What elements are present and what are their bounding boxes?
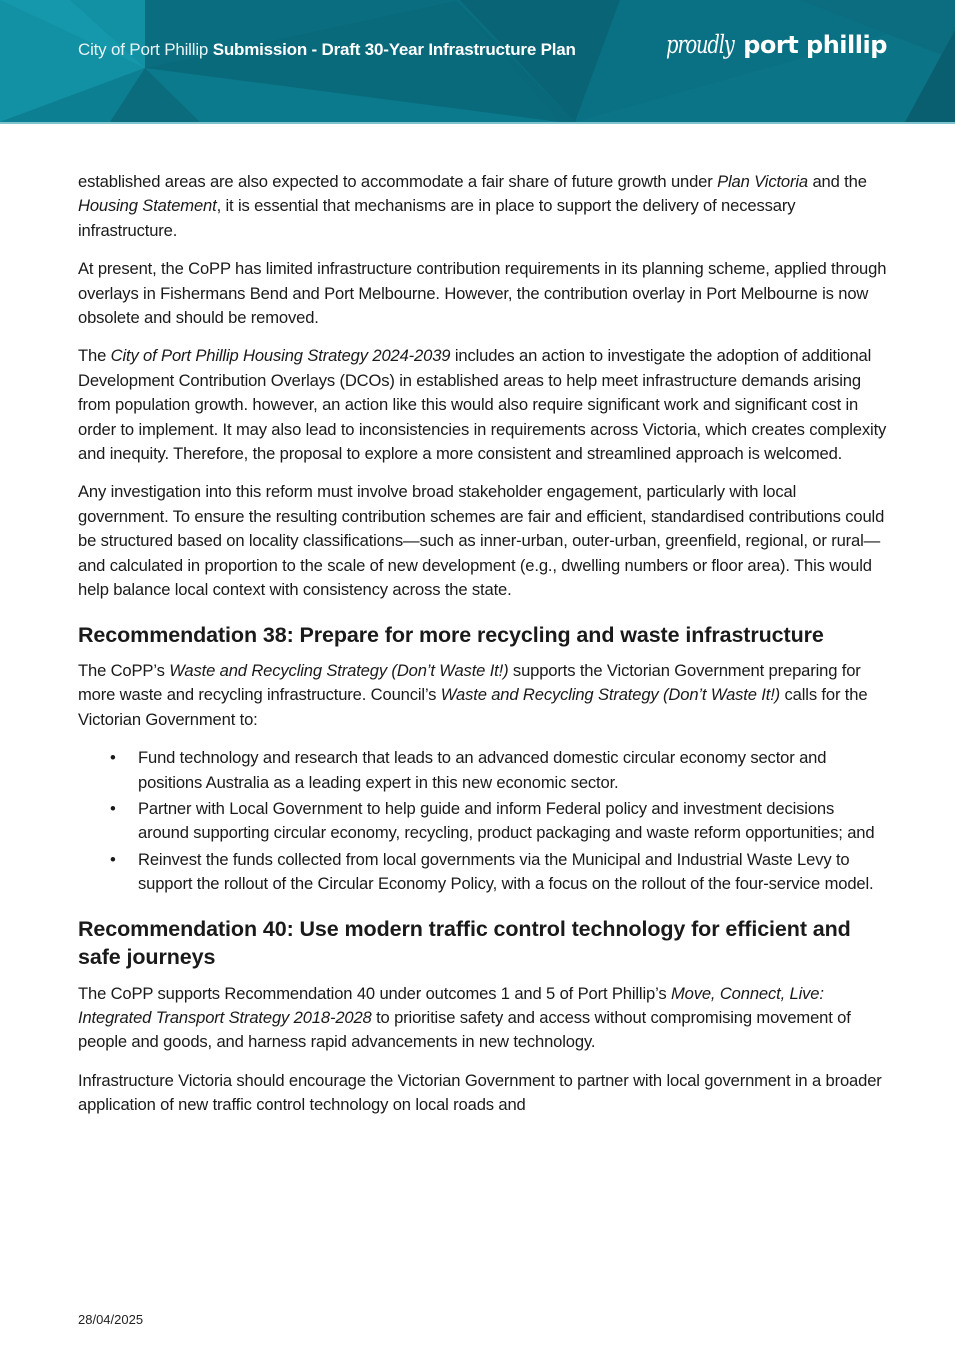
text-run: to prioritise safety and access without compromising movement of people and goods, and harness rapid advancements in new technology. [78, 1008, 851, 1052]
text-run: , it is essential that mechanisms are in place to support the delivery of necessary infrastructure. [78, 196, 796, 240]
bullet-icon: • [110, 849, 116, 869]
paragraph-stakeholder-engagement: Any investigation into this reform must involve broad stakeholder engagement, particularly with local government. To ensure the resulting contribution schemes are fair and efficient, standardised contributions could be structured based on locality classifications—such as inner-urban, outer-urban, greenfield, regional, or rural—and calculated in proportion to the scale of new development (e.g., dwelling numbers or floor area). This would help balance local context with consistency across the state. [78, 482, 885, 600]
text-run: established areas are also expected to accommodate a fair share of future growth under [78, 172, 718, 191]
paragraph-housing-strategy [78, 344, 888, 466]
list-item [78, 797, 888, 846]
paragraph-waste-strategy [78, 659, 888, 732]
heading-recommendation-38: Recommendation 38: Prepare for more recycling and waste infrastructure [78, 622, 824, 647]
text-run: supports the Victorian Government preparing for more waste and recycling infrastructure. Council’s [78, 661, 861, 705]
bullet-icon: • [110, 748, 116, 768]
document-title-organisation: City of Port Phillip [78, 40, 213, 59]
paragraph-contribution-requirements: At present, the CoPP has limited infrastructure contribution requirements in its planning scheme, applied through overlays in Fishermans Bend and Port Melbourne. However, the contribution overlay in Port Melbourne is now obsolete and should be removed. [78, 259, 887, 328]
italic-title-housing-statement: Housing Statement [78, 196, 217, 216]
text-run: The CoPP supports Recommendation 40 under outcomes 1 and 5 of Port Phillip’s [78, 983, 671, 1003]
document-title-main: Submission - Draft 30-Year Infrastructure Plan [212, 40, 576, 59]
text-run: calls for the Victorian Government to: [78, 685, 868, 729]
list-item-text: Reinvest the funds collected from local governments via the Municipal and Industrial Waste Levy to support the rollout of the Circular Economy Policy, with a focus on the rollout of the four-service model. [138, 849, 874, 894]
recommendation-38-list [78, 746, 888, 896]
list-item [78, 848, 888, 897]
italic-title-transport-strategy: Move, Connect, Live: Integrated Transport Strategy 2018-2028 [78, 983, 824, 1028]
italic-title-housing-strategy: City of Port Phillip Housing Strategy 2024-2039 [110, 346, 451, 366]
logo-wordmark: port phillip [743, 31, 887, 59]
footer-date: 28/04/2025 [78, 1312, 144, 1327]
text-run: and the [808, 172, 867, 191]
text-run: The [78, 346, 111, 366]
paragraph-growth-infrastructure [78, 170, 888, 243]
document-body [78, 170, 888, 1132]
text-run: The CoPP’s [78, 661, 170, 680]
proudly-port-phillip-logo [666, 30, 887, 59]
header-divider [0, 122, 955, 124]
heading-recommendation-40: Recommendation 40: Use modern traffic control technology for efficient and safe journeys [78, 916, 851, 970]
italic-title-waste-strategy: Waste and Recycling Strategy (Don’t Waste It!) [169, 661, 509, 680]
bullet-icon: • [110, 799, 116, 819]
document-title [78, 40, 576, 60]
italic-title-plan-victoria: Plan Victoria [717, 172, 808, 191]
paragraph-transport-strategy [78, 982, 888, 1055]
header-background-pattern [0, 0, 955, 122]
paragraph-traffic-technology: Infrastructure Victoria should encourage the Victorian Government to partner with local government in a broader application of new traffic control technology on local roads and [78, 1070, 882, 1115]
logo-script-text: proudly [666, 30, 734, 59]
text-run: includes an action to investigate the adoption of additional Development Contribution Overlays (DCOs) in established areas to help meet infrastructure demands arising from population growth. however, an action like this would also require significant work and significant cost in order to implement. It may also lead to inconsistencies in requirements across Victoria, which creates complexity and inequity. Therefore, the proposal to explore a more consistent and streamlined approach is welcomed. [78, 346, 887, 464]
page-header [0, 0, 955, 122]
list-item [78, 746, 888, 795]
list-item-text: Partner with Local Government to help guide and inform Federal policy and investment decisions around supporting circular economy, recycling, product packaging and waste reform opportunities; and [138, 799, 875, 843]
italic-title-waste-strategy: Waste and Recycling Strategy (Don’t Waste It!) [440, 685, 781, 705]
list-item-text: Fund technology and research that leads to an advanced domestic circular economy sector and positions Australia as a leading expert in this new economic sector. [138, 748, 827, 792]
